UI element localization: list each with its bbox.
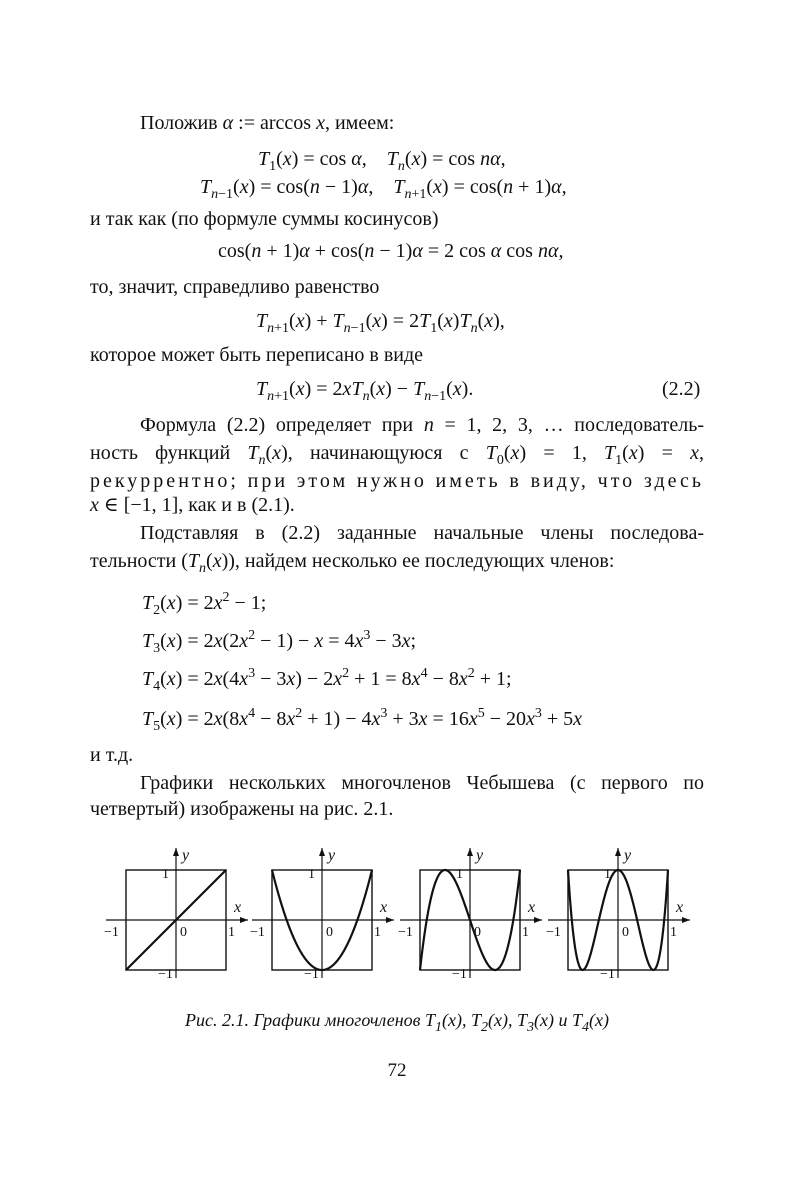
plot-4-y-tick-1: 1 — [604, 867, 611, 882]
intro-text-b: := arccos — [238, 112, 312, 134]
figure-caption: Рис. 2.1. Графики многочленов $T_1(x)$, $T_2(x)$, $T_3(x)$ и $T_4(x)$ — [184, 1010, 610, 1035]
plot-2-x-arrow — [386, 917, 394, 923]
plot-2-origin-label: 0 — [326, 925, 333, 940]
p1-text-a: Формула (2.2) определяет при — [140, 414, 414, 436]
plot-1-origin-label: 0 — [180, 925, 187, 940]
caption-and: и — [558, 1010, 568, 1030]
plot-3-x-tick-1: 1 — [522, 925, 529, 940]
plot-4-x-tick-1: 1 — [670, 925, 677, 940]
equation-number: (2.2) — [662, 378, 701, 400]
p1-2-text-a: ность функций — [90, 442, 231, 464]
plot-2-x-tick-minus-1: −1 — [250, 925, 265, 940]
rewrite-line: которое может быть переписано в виде — [90, 344, 424, 366]
equation-2-2: $T_{n+1}(x) = 2xT_n(x) - T_{n-1}(x)$. — [256, 378, 474, 404]
plot-1-y-tick-1: 1 — [162, 867, 169, 882]
plot-1-x-tick-1: 1 — [228, 925, 235, 940]
paragraph1-line3: рекуррентно; при этом нужно иметь в виду, что здесь — [90, 470, 704, 492]
page-number: 72 — [387, 1060, 407, 1081]
paragraph2-line1: Подставляя в (2.2) заданные начальные члены последова- — [140, 522, 704, 544]
equation-recurrence-sum: $T_{n+1}(x) + T_{n-1}(x) = 2T_1(x)T_n(x)$, — [256, 310, 505, 336]
sum-formula-line: и так как (по формуле суммы косинусов) — [90, 208, 439, 230]
p1-4-text: ∈ [−1, 1], как и в (2.1). — [103, 494, 295, 516]
plot-1-y-tick-minus-1: −1 — [158, 967, 173, 982]
plot-4-origin-label: 0 — [622, 925, 629, 940]
caption-text: Графики многочленов — [253, 1010, 421, 1030]
plot-4-y-arrow — [615, 848, 621, 856]
equation-t5: $T_5(x) = 2x(8x^4 - 8x^2 + 1) - 4x^3 + 3x = 16x^5 - 20x^3 + 5x$ — [142, 706, 583, 734]
plot-3-y-tick-minus-1: −1 — [452, 967, 467, 982]
equation-tn-minus-plus: $T_{n-1}(x) = \cos(n - 1)\alpha$, $T_{n+1}(x) = \cos(n + 1)\alpha$, — [200, 176, 567, 202]
p2-2-text-a: тельности ( — [90, 550, 188, 572]
plot-4-x-tick-minus-1: −1 — [546, 925, 561, 940]
plot-2-y-tick-1: 1 — [308, 867, 315, 882]
plot-4-y-label: y — [624, 847, 632, 864]
plot-2-y-label: y — [328, 847, 336, 864]
paragraph2-line2: тельности $(T_n(x))$, найдем несколько ее последующих членов: — [90, 550, 615, 576]
plot-3-y-arrow — [467, 848, 473, 856]
equation-cos-sum: cos(n + 1)α + cos(n − 1)α = 2 cos α cos nα, — [218, 240, 564, 262]
paragraph3-line2: четвертый) изображены на рис. 2.1. — [90, 798, 394, 820]
plot-2-y-arrow — [319, 848, 325, 856]
equation-t4: $T_4(x) = 2x(4x^3 - 3x) - 2x^2 + 1 = 8x^4 - 8x^2 + 1$; — [142, 666, 512, 694]
p2-2-text-b: ), найдем несколько ее последующих членов: — [228, 550, 615, 572]
plot-1-y-label: y — [182, 847, 190, 864]
plot-4-x-label: x — [676, 899, 684, 916]
plot-1-x-label: x — [234, 899, 242, 916]
plot-2-x-label: x — [380, 899, 388, 916]
plot-3-x-tick-minus-1: −1 — [398, 925, 413, 940]
therefore-line: то, значит, справедливо равенство — [90, 276, 380, 298]
paragraph1-line4: x ∈ [−1, 1], как и в (2.1). — [90, 494, 295, 516]
plot-3-x-label: x — [528, 899, 536, 916]
p1-text-b: = 1, 2, 3, … последователь- — [444, 414, 705, 436]
plot-2-x-tick-1: 1 — [374, 925, 381, 940]
plot-4-y-tick-minus-1: −1 — [600, 967, 615, 982]
p1-2-text-c: = 1, — [543, 442, 587, 464]
figure-chebyshev-plots — [0, 830, 794, 1000]
equation-t3: $T_3(x) = 2x(2x^2 - 1) - x = 4x^3 - 3x$; — [142, 628, 417, 656]
p1-2-text-b: начинающуюся с — [309, 442, 469, 464]
intro-line: Положив α := arccos x, имеем: — [140, 112, 395, 134]
paragraph1-line2: ность функций $T_n(x)$, начинающуюся с $T_0(x) = 1$, $T_1(x) = x$, — [90, 442, 704, 468]
caption-prefix: Рис. 2.1. — [184, 1010, 249, 1030]
plot-3-y-label: y — [476, 847, 484, 864]
etc-line: и т.д. — [90, 744, 134, 766]
plot-2-y-tick-minus-1: −1 — [304, 967, 319, 982]
plot-4-x-arrow — [682, 917, 690, 923]
plot-1-x-tick-minus-1: −1 — [104, 925, 119, 940]
paragraph3-line1: Графики нескольких многочленов Чебышева (с первого по — [140, 772, 704, 794]
plot-3-origin-label: 0 — [474, 925, 481, 940]
paragraph1-line1: Формула (2.2) определяет при n = 1, 2, 3, … последователь- — [140, 414, 705, 436]
plot-1-x-arrow — [240, 917, 248, 923]
equation-t2: $T_2(x) = 2x^2 - 1$; — [142, 590, 267, 618]
plot-3-y-tick-1: 1 — [456, 867, 463, 882]
intro-text-c: , имеем: — [324, 112, 395, 134]
intro-text-a: Положив — [140, 112, 218, 134]
plot-3-x-arrow — [534, 917, 542, 923]
equation-t1-tn: $T_1(x) = \cos \alpha$, $T_n(x) = \cos n\alpha$, — [258, 148, 506, 174]
plot-1-y-arrow — [173, 848, 179, 856]
